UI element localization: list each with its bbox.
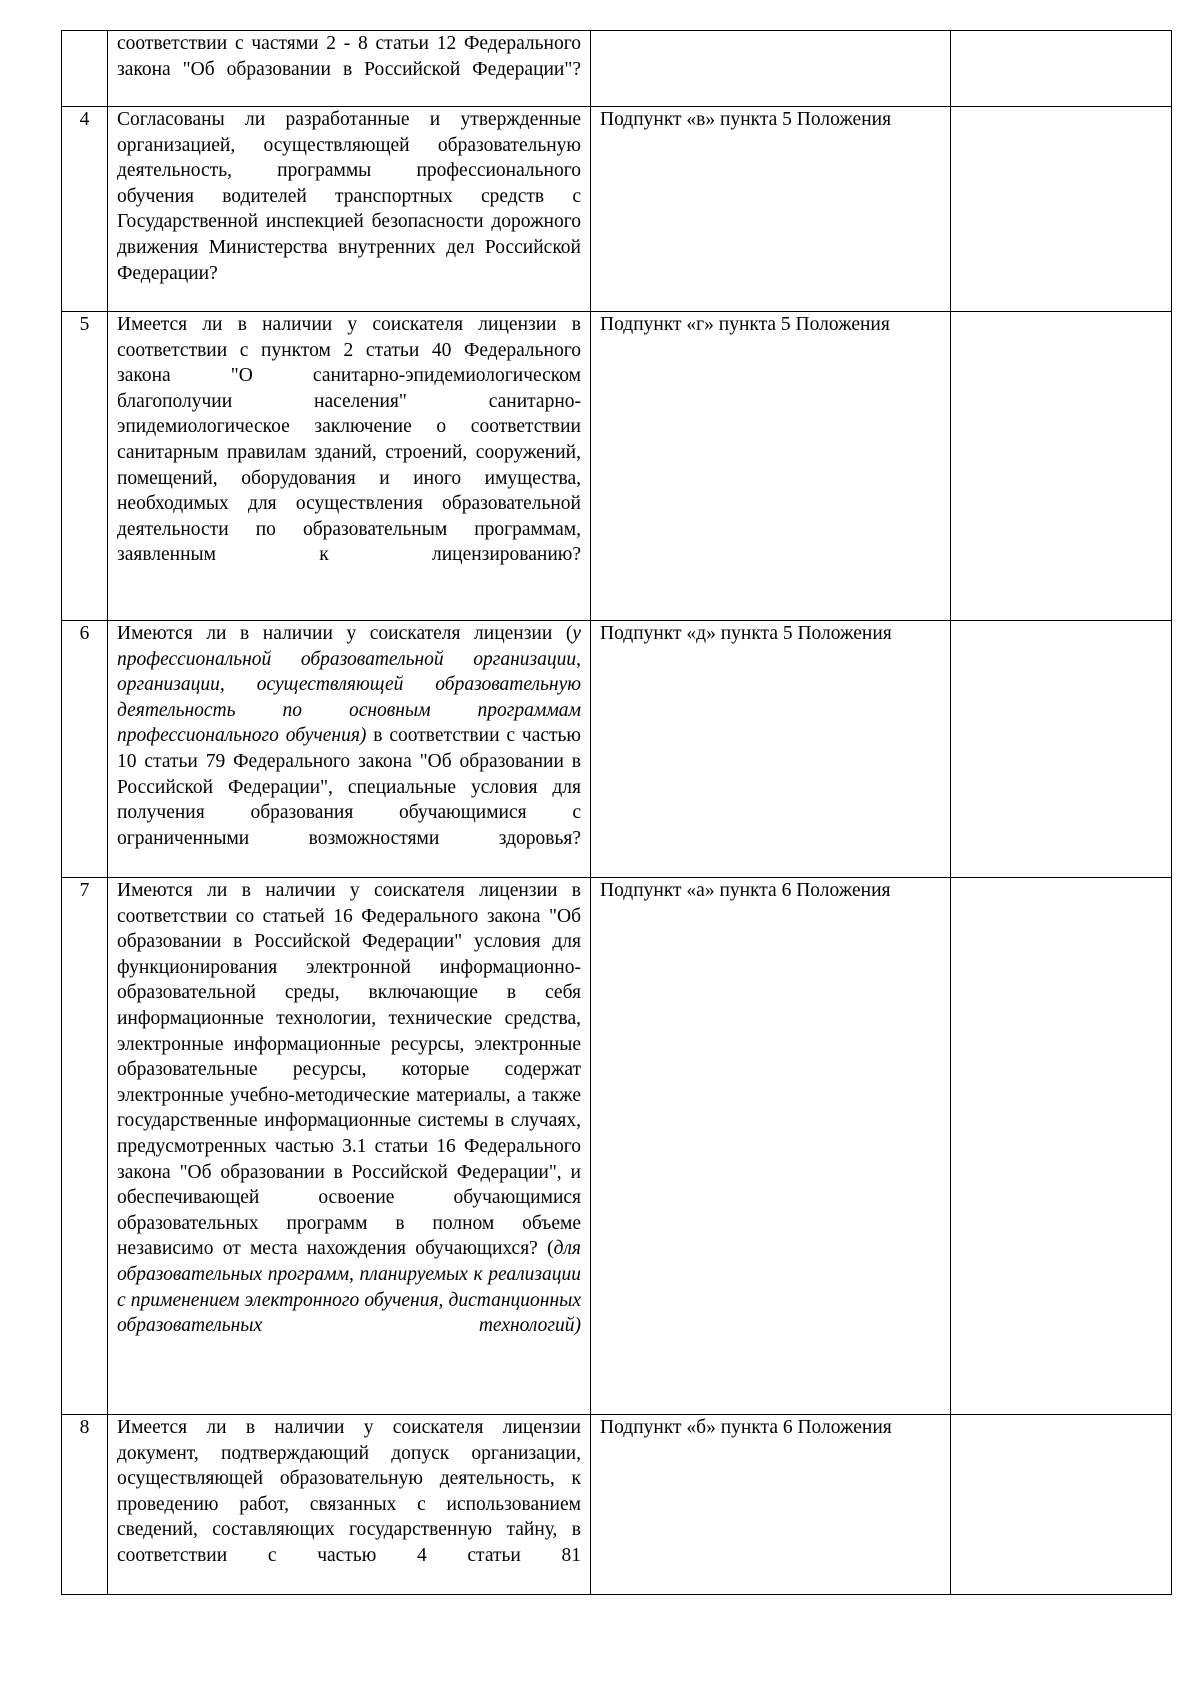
note-cell (951, 107, 1172, 312)
question-italic-part: для образовательных программ, планируемых к реализации с применением электронного обучения, дистанционных образовательных технологий) (117, 1238, 581, 1337)
table-row (62, 1415, 1172, 1595)
question-text-part: соответствии с частями 2 - 8 статьи 12 Федерального закона "Об образовании в Российской Федерации"? (117, 33, 581, 80)
legal-reference: Подпункт «б» пункта 6 Положения (591, 1415, 951, 1595)
row-number: 6 (62, 621, 108, 878)
row-number: 5 (62, 312, 108, 621)
question-italic-part: у профессиональной образовательной организации, организации, осуществляющей образовательную деятельность по основным программам профессионального обучения) (117, 623, 581, 747)
legal-reference: Подпункт «г» пункта 5 Положения (591, 312, 951, 621)
note-cell (951, 312, 1172, 621)
question-text-part: Имеются ли в наличии у соискателя лицензии ( (117, 623, 573, 644)
row-number (62, 31, 108, 107)
row-number: 7 (62, 878, 108, 1415)
row-number: 4 (62, 107, 108, 312)
legal-reference: Подпункт «д» пункта 5 Положения (591, 621, 951, 878)
note-cell (951, 878, 1172, 1415)
question-text (108, 1415, 591, 1595)
note-cell (951, 1415, 1172, 1595)
row-number: 8 (62, 1415, 108, 1595)
legal-reference (591, 31, 951, 107)
table-row (62, 107, 1172, 312)
question-text-part: Имеется ли в наличии у соискателя лицензии в соответствии с пунктом 2 статьи 40 Федерального закона "О санитарно-эпидемиологическом благополучии населения" санитарно-эпидемиологическое заключение о соответствии санитарным правилам зданий, строений, сооружений, помещений, оборудования и иного имущества, необходимых для осуществления образовательной деятельности по образовательным программам, заявленным к лицензированию? (117, 314, 581, 566)
legal-reference: Подпункт «а» пункта 6 Положения (591, 878, 951, 1415)
question-text (108, 621, 591, 878)
legal-reference: Подпункт «в» пункта 5 Положения (591, 107, 951, 312)
question-text-part: Имеются ли в наличии у соискателя лицензии в соответствии со статьей 16 Федерального закона "Об образовании в Российской Федерации" условия для функционирования электронной информационно-образовательной среды, включающие в себя информационные технологии, технические средства, электронные информационные ресурсы, электронные образовательные ресурсы, которые содержат электронные учебно-методические материалы, а также государственные информационные системы в случаях, предусмотренных частью 3.1 статьи 16 Федерального закона "Об образовании в Российской Федерации", и обеспечивающей освоение обучающимися образовательных программ в полном объеме независимо от места нахождения обучающихся? ( (117, 880, 581, 1260)
note-cell (951, 621, 1172, 878)
question-text (108, 312, 591, 621)
requirements-table (61, 30, 1172, 1595)
question-text (108, 878, 591, 1415)
table-row (62, 621, 1172, 878)
table-row (62, 31, 1172, 107)
question-text (108, 31, 591, 107)
question-text-part: Согласованы ли разработанные и утвержденные организацией, осуществляющей образовательную деятельность, программы профессионального обучения водителей транспортных средств с Государственной инспекцией безопасности дорожного движения Министерства внутренних дел Российской Федерации? (117, 109, 581, 284)
note-cell (951, 31, 1172, 107)
question-text-part: Имеется ли в наличии у соискателя лицензии документ, подтверждающий допуск организации, осуществляющей образовательную деятельность, к проведению работ, связанных с использованием сведений, составляющих государственную тайну, в соответствии с частью 4 статьи 81 (117, 1417, 581, 1566)
question-text (108, 107, 591, 312)
question-text-part: в соответствии с частью 10 статьи 79 Федерального закона "Об образовании в Российской Федерации", специальные условия для получения образования обучающимися с ограниченными возможностями здоровья? (117, 725, 581, 849)
table-row (62, 878, 1172, 1415)
table-row (62, 312, 1172, 621)
